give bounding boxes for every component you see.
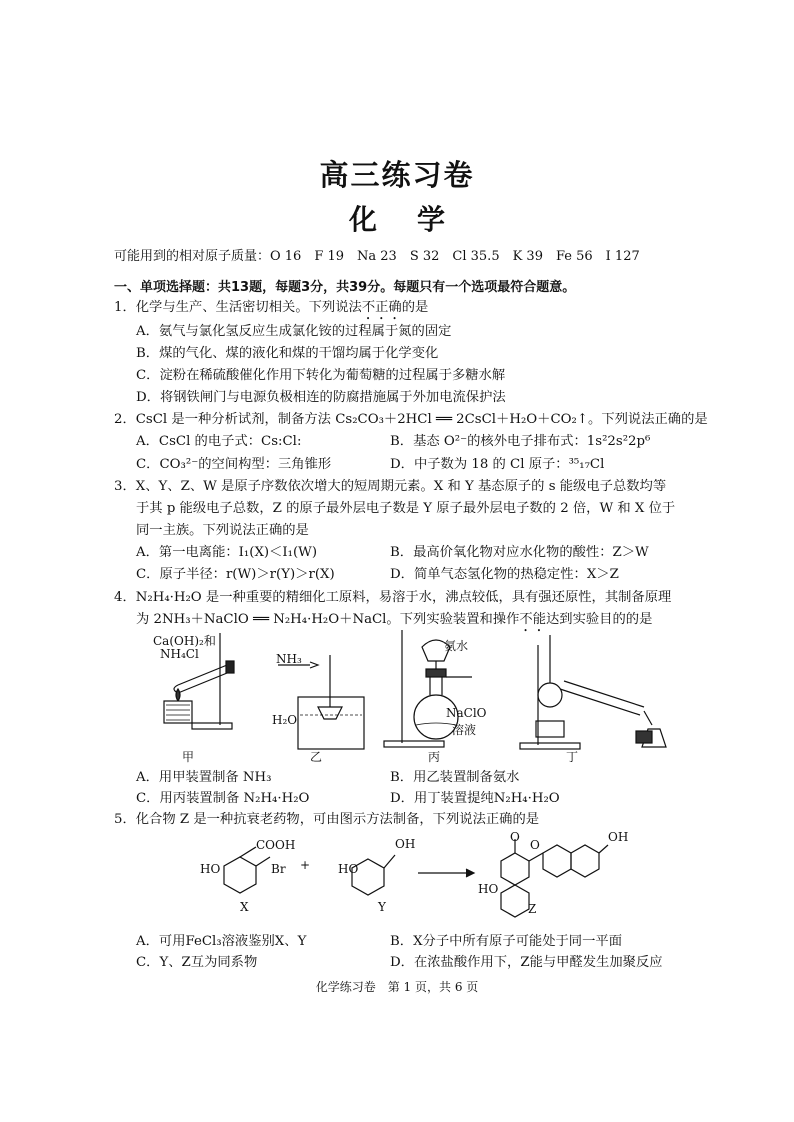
- q3-option-b: B．最高价氧化物对应水化物的酸性：Z＞W: [390, 545, 649, 560]
- q4-stem-emphasis: 不能: [519, 612, 546, 627]
- q5-option-d: D．在浓盐酸作用下，Z能与甲醛发生加聚反应: [390, 955, 663, 970]
- q4-option-a: A．用甲装置制备 NH₃: [136, 770, 272, 785]
- y-oh-label: OH: [395, 837, 416, 851]
- z-ring-o-label: O: [530, 838, 540, 852]
- q5-stem: 5．化合物 Z 是一种抗衰老药物，可由图示方法制备，下列说法正确的是: [114, 812, 540, 827]
- q3-option-c: C．原子半径：r(W)＞r(Y)＞r(X): [136, 567, 335, 582]
- compound-x-label: X: [240, 900, 249, 914]
- bing-ammonia-label: 氨水: [444, 639, 469, 653]
- q2-option-b: B．基态 O²⁻的核外电子排布式：1s²2s²2p⁶: [390, 434, 651, 449]
- q1-option-c: C．淀粉在稀硫酸催化作用下转化为葡萄糖的过程属于多糖水解: [136, 368, 506, 383]
- q3-stem-line2: 于其 p 能级电子总数，Z 的原子最外层电子数是 Y 原子最外层电子数的 2 倍，W 和 X 位于: [136, 501, 676, 516]
- bing-solution-label: 溶液: [452, 723, 477, 737]
- y-ho-label: HO: [338, 862, 359, 876]
- q1-option-b: B．煤的气化、煤的液化和煤的干馏均属于化学变化: [136, 346, 439, 361]
- compound-z-label: Z: [528, 902, 537, 916]
- jia-reagent-label-2: NH₄Cl: [160, 647, 199, 661]
- q4-stem-line1: 4．N₂H₄·H₂O 是一种重要的精细化工原料，易溶于水，沸点较低，具有强还原性，其制备原理: [114, 590, 672, 605]
- apparatus-ding-name: 丁: [566, 750, 579, 764]
- q3-option-a: A．第一电离能：I₁(X)＜I₁(W): [136, 545, 318, 560]
- yi-gas-label: NH₃: [276, 652, 302, 666]
- q1-option-d: D．将钢铁闸门与电源负极相连的防腐措施属于外加电流保护法: [136, 390, 506, 405]
- q3-stem-line3: 同一主族。下列说法正确的是: [136, 523, 309, 538]
- q4-stem-tail: 达到实验目的的是: [546, 612, 653, 627]
- q2-option-d: D．中子数为 18 的 Cl 原子：³⁵₁₇Cl: [390, 457, 605, 472]
- q1-stem-tail: 的是: [401, 300, 429, 315]
- q4-stem-text: 为 2NH₃＋NaClO ══ N₂H₄·H₂O＋NaCl。下列实验装置和操作: [136, 612, 520, 627]
- jia-reagent-label-1: Ca(OH)₂和: [153, 634, 216, 648]
- q5-option-c: C．Y、Z互为同系物: [136, 955, 258, 970]
- q2-option-a: A．CsCl 的电子式：Cs:Cl:: [136, 434, 302, 449]
- reaction-plus: +: [300, 858, 311, 872]
- q1-stem: [114, 296, 428, 323]
- bing-naclo-label: NaClO: [446, 706, 487, 720]
- section-heading: 一、单项选择题：共13题，每题3分，共39分。每题只有一个选项最符合题意。: [114, 280, 576, 295]
- q3-stem-line1: 3．X、Y、Z、W 是原子序数依次增大的短周期元素。X 和 Y 基态原子的 s 能级电子总数均等: [114, 479, 667, 494]
- q2-option-c: C．CO₃²⁻的空间构型：三角锥形: [136, 457, 332, 472]
- apparatus-jia-name: 甲: [182, 750, 195, 764]
- x-br-label: Br: [271, 862, 286, 876]
- q1-stem-emphasis: 不正确: [361, 300, 402, 315]
- q4-apparatus-figure: [140, 625, 680, 765]
- q4-option-b: B．用乙装置制备氨水: [390, 770, 520, 785]
- apparatus-bing-name: 丙: [428, 750, 441, 764]
- q3-option-d: D．简单气态氢化物的热稳定性：X＞Z: [390, 567, 619, 582]
- apparatus-yi-name: 乙: [310, 750, 323, 764]
- q4-option-d: D．用丁装置提纯N₂H₄·H₂O: [390, 791, 560, 806]
- x-cooh-label: COOH: [256, 838, 296, 852]
- q4-option-c: C．用丙装置制备 N₂H₄·H₂O: [136, 791, 310, 806]
- page-title: 高三练习卷: [319, 158, 475, 192]
- yi-water-label: H₂O: [272, 713, 298, 727]
- q1-option-a: A．氨气与氯化氢反应生成氯化铵的过程属于氮的固定: [136, 324, 452, 339]
- z-oh-label: OH: [608, 830, 629, 844]
- q5-option-a: A．可用FeCl₃溶液鉴别X、Y: [136, 934, 307, 949]
- page-footer: 化学练习卷 第 1 页，共 6 页: [315, 980, 479, 994]
- q1-stem-text: 1．化学与生产、生活密切相关。下列说法: [114, 300, 362, 315]
- z-ho-label: HO: [478, 882, 499, 896]
- z-carbonyl-o-label: O: [510, 830, 520, 844]
- subject-title: 化学: [348, 203, 485, 236]
- q5-option-b: B．X分子中所有原子可能处于同一平面: [390, 934, 622, 949]
- x-ho-label: HO: [200, 862, 221, 876]
- q2-stem: 2．CsCl 是一种分析试剂，制备方法 Cs₂CO₃＋2HCl ══ 2CsCl＋H₂O＋CO₂↑。下列说法正确的是: [114, 412, 708, 427]
- compound-y-label: Y: [378, 900, 386, 914]
- atomic-masses: 可能用到的相对原子质量：O 16 F 19 Na 23 S 32 Cl 35.5 K 39 Fe 56 I 127: [114, 249, 640, 264]
